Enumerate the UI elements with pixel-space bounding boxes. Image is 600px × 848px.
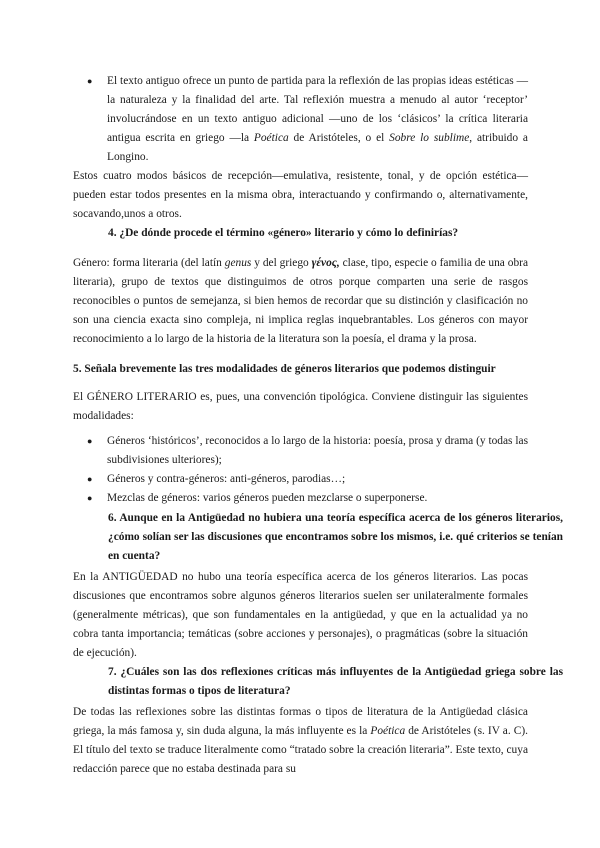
- list-item: [73, 432, 528, 470]
- question-6-heading: 6. Aunque en la Antigüedad no hubiera una teoría específica acerca de los géneros literarios, ¿cómo solían ser las discusiones que encontramos sobre los mismos, i.e. qué criterios se tenían en cuenta?: [108, 512, 563, 562]
- list-item-text: Mezclas de géneros: varios géneros pueden mezclarse o superponerse.: [107, 492, 428, 504]
- bullet-marker: ●: [87, 474, 93, 484]
- genre-modalities-list: [73, 432, 528, 508]
- list-item: [73, 489, 528, 508]
- question-4-heading: 4. ¿De dónde procede el término «género» literario y cómo lo definirías?: [108, 227, 459, 239]
- list-item-text: Géneros ‘históricos’, reconocidos a lo largo de la historia: poesía, prosa y drama (y todas las subdivisiones ulteriores);: [107, 435, 528, 466]
- list-item: [73, 72, 528, 167]
- question-6-answer: En la ANTIGÜEDAD no hubo una teoría específica acerca de los géneros literarios. Las pocas discusiones que encontramos sobre algunos géneros literarios suelen ser unilateralmente formales (generalmente métricas), que son fundamentales en la antigüedad, y que en la actualidad ya no cobra tanta importancia; temáticas (sobre acciones y personajes), o pragmáticas (sobre la situación de ejecución).: [73, 571, 528, 659]
- intro-bullet-list: [73, 72, 528, 167]
- question-4-answer: Género: forma literaria (del latín genus y del griego γένος, clase, tipo, especie o familia de una obra literaria), grupo de textos que distinguimos de otros porque comparten una serie de rasgos reconocibles o puntos de semejanza, si bien hemos de recordar que su distinción y clasificación no son una ciencia exacta sino compleja, ni implica reglas inquebrantables. Los géneros con mayor reconocimiento a lo largo de la historia de la literatura son la poesía, el drama y la prosa.: [73, 257, 528, 345]
- bullet-marker: ●: [87, 76, 93, 86]
- list-item-text: Géneros y contra-géneros: anti-géneros, parodias…;: [107, 473, 346, 485]
- bullet-marker: ●: [87, 436, 93, 446]
- paragraph-reception-modes: Estos cuatro modos básicos de recepción—emulativa, resistente, tonal, y de opción estética— pueden estar todos presentes en la misma obra, interactuando y confirmando o, alternativamente, socavando,unos a otros.: [73, 170, 528, 220]
- list-item: [73, 470, 528, 489]
- question-7-answer: De todas las reflexiones sobre las distintas formas o tipos de literatura de la Antigüedad clásica griega, la más famosa y, sin duda alguna, la más influyente es la Poética de Aristóteles (s. IV a. C). El título del texto se traduce literalmente como “tratado sobre la creación literaria”. Este texto, cuya redacción parece que no estaba destinada para su: [73, 706, 528, 775]
- question-5-intro: El GÉNERO LITERARIO es, pues, una convención tipológica. Conviene distinguir las siguientes modalidades:: [73, 391, 528, 422]
- question-7-heading: 7. ¿Cuáles son las dos reflexiones críticas más influyentes de la Antigüedad griega sobre las distintas formas o tipos de literatura?: [108, 666, 563, 697]
- bullet-marker: ●: [87, 493, 93, 503]
- question-5-heading: 5. Señala brevemente las tres modalidades de géneros literarios que podemos distinguir: [73, 363, 496, 375]
- intro-bullet-text: El texto antiguo ofrece un punto de partida para la reflexión de las propias ideas estéticas —la naturaleza y la finalidad del arte. Tal reflexión muestra a menudo al autor ‘receptor’ involucrándose en un texto antiguo adicional —uno de los ‘clásicos’ la crítica literaria antigua escrita en griego —la Poética de Aristóteles, o el Sobre lo sublime, atribuido a Longino.: [107, 75, 528, 163]
